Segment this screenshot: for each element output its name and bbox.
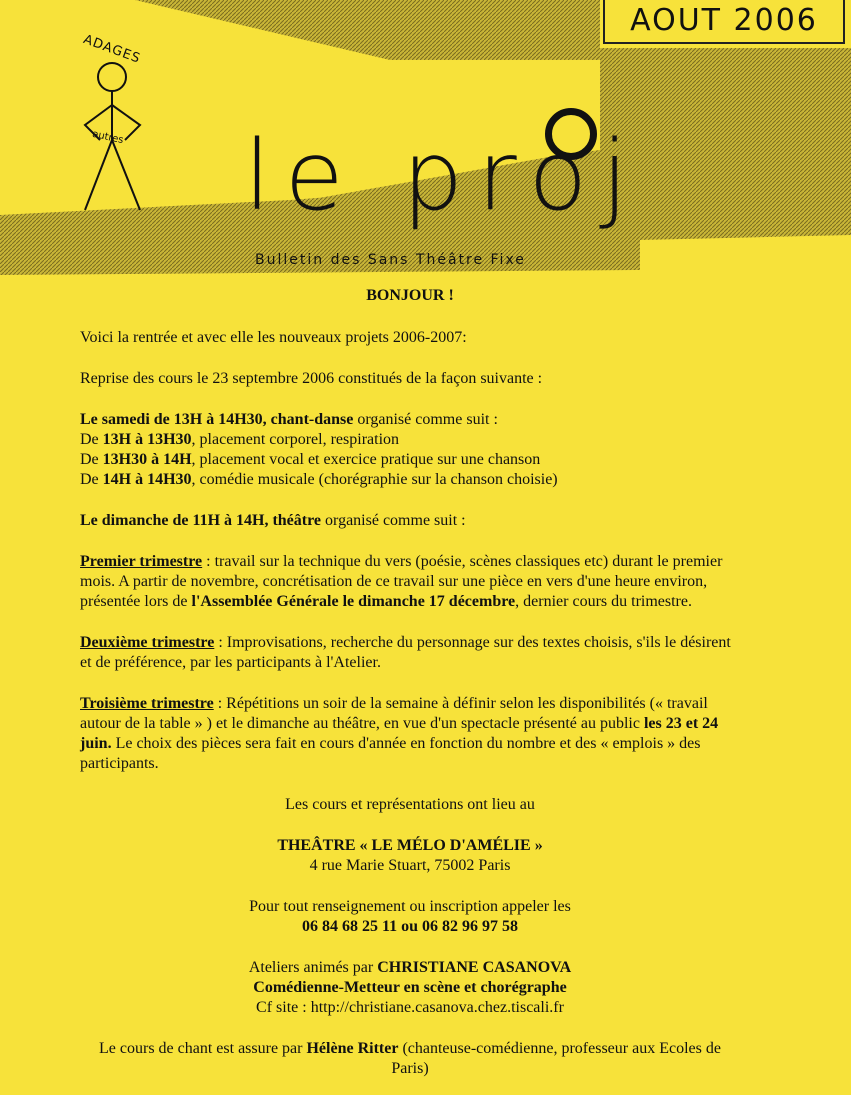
samedi-line-1: De 13H à 13H30, placement corporel, respiration (80, 431, 400, 448)
chant-paragraph: Le cours de chant est assure par Hélène Ritter (chanteuse-comédienne, professeur aux Ecoles de Paris) (99, 1040, 721, 1077)
troisieme-trimestre-paragraph: Troisième trimestre : Répétitions un soir de la semaine à définir selon les disponibilités (« travail autour de la table » ) et le dimanche au théâtre, en vue d'un spectacle présenté au public les 23 et 24 juin. Le choix des pièces sera fait en cours d'année en fonction du nombre et des « emplois » des participants. (80, 695, 719, 772)
logo-subword: autres (91, 128, 125, 147)
logo-wordmark: ADAGES (81, 32, 143, 67)
samedi-line-3: De 14H à 14H30, comédie musicale (chorégraphie sur la chanson choisie) (80, 471, 558, 488)
intro-paragraph: Voici la rentrée et avec elle les nouveaux projets 2006-2007: (80, 329, 467, 346)
phone-numbers: 06 84 68 25 11 ou 06 82 96 97 58 (301, 918, 518, 935)
bulletin-body (80, 286, 740, 1079)
newsletter-subtitle: Bulletin des Sans Théâtre Fixe (255, 252, 526, 268)
newsletter-title: le proj (244, 120, 642, 232)
ateliers-line: Ateliers animés par CHRISTIANE CASANOVA (248, 959, 572, 976)
samedi-line-2: De 13H30 à 14H, placement vocal et exercice pratique sur une chanson (80, 451, 541, 468)
lieu-intro: Les cours et représentations ont lieu au (285, 796, 535, 813)
greeting: BONJOUR ! (366, 287, 454, 304)
website-link[interactable]: Cf site : http://christiane.casanova.chez.tiscali.fr (256, 999, 564, 1016)
role-line: Comédienne-Metteur en scène et chorégraphe (253, 979, 567, 996)
deuxieme-trimestre-paragraph: Deuxième trimestre : Improvisations, recherche du personnage sur des textes choisis, s'ils le désirent et de préférence, par les participants à l'Atelier. (80, 634, 731, 671)
premier-trimestre-paragraph: Premier trimestre : travail sur la technique du vers (poésie, scènes classiques etc) durant le premier mois. A partir de novembre, concrétisation de ce travail sur une pièce en vers d'une heure environ, présentée lors de l'Assemblée Générale le dimanche 17 décembre, dernier cours du trimestre. (80, 553, 723, 610)
title-o-glyph (545, 108, 597, 160)
theatre-name: THEÂTRE « LE MÉLO D'AMÉLIE » (277, 837, 543, 854)
date-stamp: AOUT 2006 (603, 0, 845, 44)
reprise-paragraph: Reprise des cours le 23 septembre 2006 constitués de la façon suivante : (80, 370, 543, 387)
theatre-address: 4 rue Marie Stuart, 75002 Paris (309, 857, 511, 874)
dimanche-heading: Le dimanche de 11H à 14H, théâtre organisé comme suit : (80, 512, 466, 529)
contact-intro: Pour tout renseignement ou inscription appeler les (249, 898, 571, 915)
samedi-heading: Le samedi de 13H à 14H30, chant-danse organisé comme suit : (80, 411, 498, 428)
